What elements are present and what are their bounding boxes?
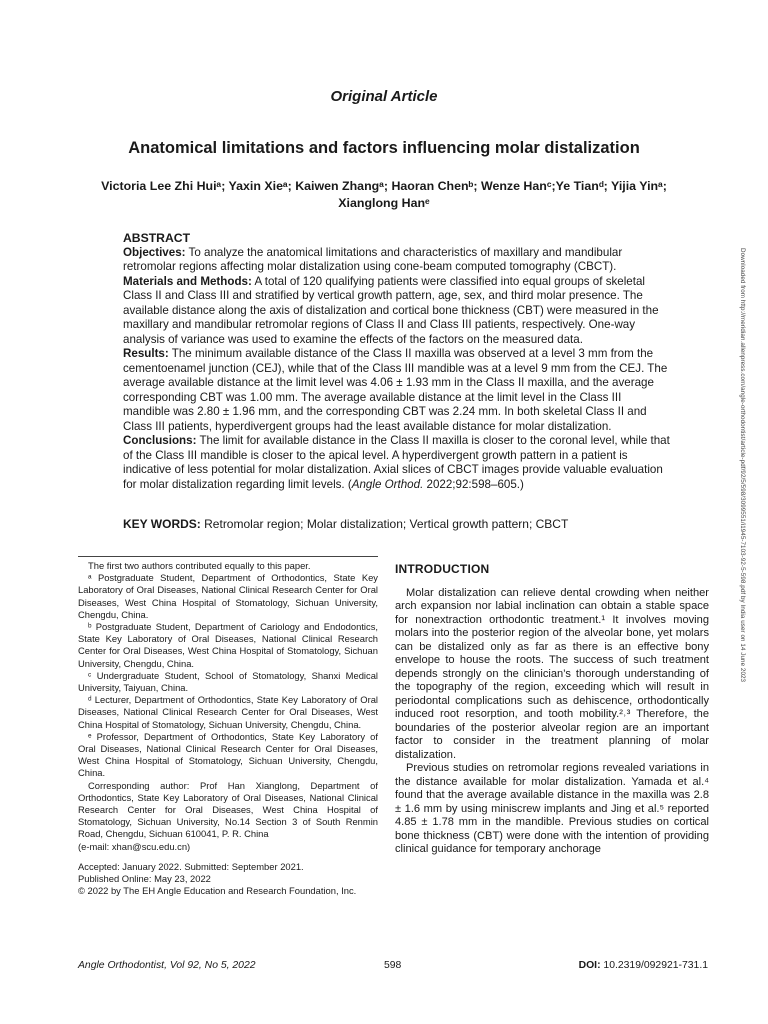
keywords-text: Retromolar region; Molar distalization; Vertical growth pattern; CBCT <box>204 517 569 531</box>
download-watermark <box>732 248 752 1018</box>
keywords-label: KEY WORDS: <box>123 517 201 531</box>
keywords-line <box>123 517 670 531</box>
abstract-objectives <box>123 246 670 275</box>
results-label: Results: <box>123 347 169 360</box>
footnote-affiliation-c: ᶜ Undergraduate Student, School of Stomatology, Shanxi Medical University, Taiyuan, China. <box>78 669 378 694</box>
abstract-conclusions <box>123 434 670 492</box>
article-title: Anatomical limitations and factors influencing molar distalization <box>128 139 640 157</box>
doi <box>579 960 708 971</box>
methods-text: A total of 120 qualifying patients were classified into equal groups of skeletal Class II and Class III and stratified by vertical growth pattern, age, sex, and third molar presence. The available distance along the axis of distalization and cortical bone thickness (CBT) were measured in the maxillary and mandibular retromolar regions of Class II and Class III patients, respectively. One-way analysis of variance was used to examine the effects of the factors on the measured data. <box>123 274 659 346</box>
conclusions-label: Conclusions: <box>123 434 197 447</box>
author-list <box>60 178 708 212</box>
doi-value: 10.2319/092921-731.1 <box>600 960 708 971</box>
footnote-affiliation-a: ᵃ Postgraduate Student, Department of Orthodontics, State Key Laboratory of Oral Diseases, National Clinical Research Center for Oral Diseases, West China Hospital of Stomatology, Sichuan University, Chengdu, China. <box>78 572 378 620</box>
abstract-methods <box>123 275 670 348</box>
doi-label: DOI: <box>578 960 601 971</box>
footnote-published: Published Online: May 23, 2022 <box>78 873 211 885</box>
methods-label: Materials and Methods: <box>123 274 252 288</box>
download-watermark-text: Downloaded from http://meridian.allenpress.com/angle-orthodontist/article-pdf/92/5/598/3099551/i1945-7103-92-5-598.pdf by India user on 14 June 2023 <box>739 248 746 683</box>
conclusions-text: The limit for available distance in the Class II maxilla is closer to the coronal level, while that of the Class III mandible is closer to the apical level. A hyperdivergent growth pattern in a patient is indicative of less potential for molar distalization. Axial slices of CBCT images provide valuable evaluation for molar distalization regarding limit levels. ( <box>123 434 670 491</box>
introduction-heading: INTRODUCTION <box>395 562 490 576</box>
footnote-email: (e-mail: xhan@scu.edu.cn) <box>78 840 191 852</box>
footnote-corresponding-author: Corresponding author: Prof Han Xianglong, Department of Orthodontics, State Key Laboratory of Oral Diseases, National Clinical Research Center for Oral Diseases, West China Hospital of Stomatology, Sichuan University, No.14 Section 3 of South Renmin Road, Chengdu, Sichuan 610041, P. R. China <box>78 779 378 840</box>
results-text: The minimum available distance of the Class II maxilla was observed at a level 3 mm from the cementoenamel junction (CEJ), while that of the Class III mandible was at a level 9 mm from the CEJ. The average available distance at the limit level was 4.06 ± 1.93 mm in the Class II maxilla, and the average corresponding CBT was 1.00 mm. The average available distance at the limit level in the Class III mandible was 2.80 ± 1.96 mm, and the corresponding CBT was 2.24 mm. In both skeletal Class II and Class III patients, hyperdivergent groups had the least available distance for molar distalization. <box>123 347 668 433</box>
citation-journal: Angle Orthod. <box>351 477 424 491</box>
footnote-affiliation-e: ᵉ Professor, Department of Orthodontics, State Key Laboratory of Oral Diseases, National Clinical Research Center for Oral Diseases, West China Hospital of Stomatology, Sichuan University, Chengdu, China. <box>78 730 378 779</box>
introduction-paragraph-2: Previous studies on retromolar regions revealed variations in the distance available for molar distalization. Yamada et al.⁴ found that the average available distance in the maxilla was 2.8 ± 1.6 mm by using miniscrew implants and Jing et al.⁵ reported 4.85 ± 1.78 mm in the mandible. Previous studies on cortical bone thickness (CBT) were done with the intention of providing clinical guidance for temporary anchorage <box>395 762 709 855</box>
footnote-dates: Accepted: January 2022. Submitted: September 2021. <box>78 860 304 872</box>
journal-reference: Angle Orthodontist, Vol 92, No 5, 2022 <box>78 960 256 971</box>
page-number: 598 <box>384 960 402 971</box>
objectives-text: To analyze the anatomical limitations and characteristics of maxillary and mandibular retromolar regions affecting molar distalization using cone-beam computed tomography (CBCT). <box>123 245 623 273</box>
footnote-equal-contribution: The first two authors contributed equally to this paper. <box>88 560 311 571</box>
author-line-1: Victoria Lee Zhi Huiᵃ; Yaxin Xieᵃ; Kaiwen Zhangᵃ; Haoran Chenᵇ; Wenze Hanᶜ;Ye Tianᵈ; Yijia Yinᵃ; <box>101 179 667 193</box>
citation-rest: 2022;92:598–605.) <box>423 477 524 491</box>
footnote-affiliation-b: ᵇ Postgraduate Student, Department of Cariology and Endodontics, State Key Laboratory of Oral Diseases, National Clinical Research Center for Oral Diseases, West China Hospital of Stomatology, Sichuan University, Chengdu, China. <box>78 621 378 669</box>
abstract-block <box>123 231 670 492</box>
introduction-section <box>395 563 709 857</box>
introduction-paragraph-1: Molar distalization can relieve dental crowding when neither arch expansion nor labial inclination can obtain a stable space for nonextraction orthodontic treatment.¹ It involves moving molars into the posterior region of the alveolar bone, yet molars can be distalized only as far as there is an effective bony envelope to house the roots. The success of such treatment depends strongly on the clinician’s thorough understanding of the topography of the region, exceeding which will result in periodontal complications such as dehiscence, orthodontically induced root resorption, and tooth mobility.²˒³ Therefore, the boundaries of the posterior alveolar region are an important factor to consider in the treatment planning of molar distalization. <box>395 586 709 761</box>
author-line-2: Xianglong Hanᵉ <box>338 196 430 210</box>
footnote-copyright: © 2022 by The EH Angle Education and Research Foundation, Inc. <box>78 885 357 897</box>
objectives-label: Objectives: <box>123 245 186 259</box>
footnote-affiliation-d: ᵈ Lecturer, Department of Orthodontics, State Key Laboratory of Oral Diseases, National Clinical Research Center for Oral Diseases, West China Hospital of Stomatology, Sichuan University, Chengdu, China. <box>78 694 378 730</box>
abstract-results <box>123 347 670 434</box>
abstract-heading: ABSTRACT <box>123 231 191 245</box>
footnote-divider <box>78 556 378 557</box>
footnotes <box>78 560 378 897</box>
section-label: Original Article <box>330 88 438 105</box>
